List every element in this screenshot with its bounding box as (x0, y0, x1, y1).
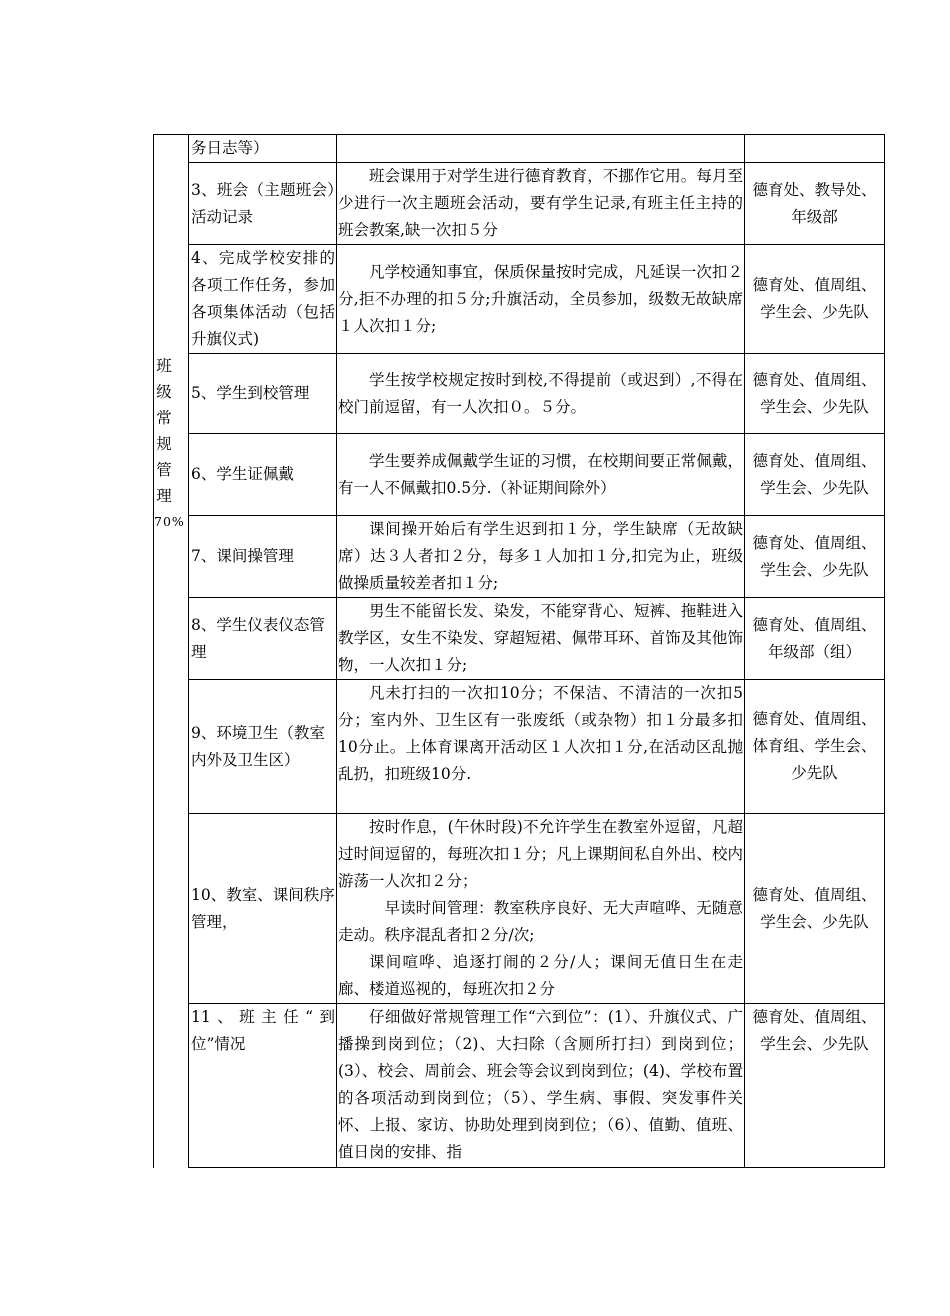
dept-cell: 德育处、值周组、年级部（组） (745, 598, 885, 680)
item-cell: 8、学生仪表仪态管理 (189, 598, 337, 680)
desc-cell (337, 598, 745, 680)
item-cell: 5、学生到校管理 (189, 354, 337, 434)
dept-cell: 德育处、值周组、学生会、少先队 (745, 516, 885, 598)
item-cell: 9、环境卫生（教室内外及卫生区） (189, 680, 337, 814)
item-cell: 务日志等） (189, 135, 337, 163)
desc-cell (337, 1004, 745, 1168)
table-row (154, 516, 885, 598)
desc-paragraph: 班会课用于对学生进行德育教育，不挪作它用。每月至少进行一次主题班会活动，要有学生记录,有班主任主持的班会教案,缺一次扣５分 (338, 167, 743, 239)
desc-cell (337, 516, 745, 598)
category-weight: 70% (154, 514, 185, 529)
item-cell: 11、班主任“到位”情况 (189, 1004, 337, 1168)
desc-cell (337, 163, 745, 245)
desc-cell (337, 680, 745, 814)
desc-paragraph: 早读时间管理：教室秩序良好、无大声喧哗、无随意走动。秩序混乱者扣２分/次; (338, 899, 743, 944)
regulation-table (153, 134, 885, 1168)
table-row (154, 680, 885, 814)
desc-paragraph: 仔细做好常规管理工作“六到位”：(1）、升旗仪式、广播操到岗到位；（2)、大扫除（含厕所打扫）到岗到位；(3）、校会、周前会、班会等会议到岗到位；(4)、学校布置的各项活动到岗到位；（5）、学生病、事假、突发事件关怀、上报、家访、协助处理到岗到位；（6）、值勤、值班、值日岗的安排、指 (338, 1008, 743, 1161)
item-cell: 7、课间操管理 (189, 516, 337, 598)
desc-paragraph: 课间操开始后有学生迟到扣１分，学生缺席（无故缺席）达３人者扣２分，每多１人加扣１分,扣完为止，班级做操质量较差者扣１分; (338, 520, 743, 592)
category-label: 班级常规管理 (156, 357, 172, 505)
table-row (154, 354, 885, 434)
desc-paragraph: 课间喧哗、追逐打闹的２分/人；课间无值日生在走廊、楼道巡视的，每班次扣２分 (338, 953, 743, 998)
dept-cell: 德育处、值周组、学生会、少先队 (745, 814, 885, 1004)
item-cell: 3、班会（主题班会）活动记录 (189, 163, 337, 245)
dept-cell: 德育处、值周组、学生会、少先队 (745, 1004, 885, 1168)
category-cell (154, 135, 189, 1168)
table-row (154, 135, 885, 163)
dept-cell: 德育处、值周组、学生会、少先队 (745, 354, 885, 434)
desc-paragraph: 学生要养成佩戴学生证的习惯，在校期间要正常佩戴，有一人不佩戴扣0.5分.（补证期间除外） (338, 451, 743, 497)
desc-cell (337, 135, 745, 163)
desc-paragraph: 按时作息，(午休时段)不允许学生在教室外逗留，凡超过时间逗留的，每班次扣１分；凡上课期间私自外出、校内游荡一人次扣２分； (338, 818, 743, 890)
desc-paragraph: 学生按学校规定按时到校,不得提前（或迟到）,不得在校门前逗留，有一人次扣０。５分。 (338, 370, 743, 416)
table-row (154, 434, 885, 516)
item-cell: 4、完成学校安排的各项工作任务，参加各项集体活动（包括升旗仪式) (189, 245, 337, 354)
dept-cell: 德育处、值周组、学生会、少先队 (745, 434, 885, 516)
item-cell: 10、教室、课间秩序管理， (189, 814, 337, 1004)
dept-cell: 德育处、值周组、学生会、少先队 (745, 245, 885, 354)
table-row (154, 598, 885, 680)
dept-cell (745, 135, 885, 163)
desc-paragraph: 男生不能留长发、染发，不能穿背心、短裤、拖鞋进入教学区，女生不染发、穿超短裙、佩带耳环、首饰及其他饰物，一人次扣１分; (338, 602, 743, 674)
dept-cell: 德育处、值周组、体育组、学生会、少先队 (745, 680, 885, 814)
table-row (154, 1004, 885, 1168)
desc-paragraph: 凡学校通知事宜，保质保量按时完成，凡延误一次扣２分,拒不办理的扣５分;升旗活动，全员参加，级数无故缺席１人次扣１分; (338, 262, 743, 335)
table-row (154, 814, 885, 1004)
desc-cell (337, 354, 745, 434)
table-row (154, 163, 885, 245)
desc-paragraph: 凡未打扫的一次扣10分；不保洁、不清洁的一次扣5分；室内外、卫生区有一张废纸（或杂物）扣１分最多扣10分止。上体育课离开活动区１人次扣１分,在活动区乱抛乱扔，扣班级10分. (338, 684, 743, 783)
desc-cell (337, 245, 745, 354)
dept-cell: 德育处、教导处、年级部 (745, 163, 885, 245)
item-cell: 6、学生证佩戴 (189, 434, 337, 516)
table-row (154, 245, 885, 354)
desc-cell (337, 434, 745, 516)
desc-cell (337, 814, 745, 1004)
